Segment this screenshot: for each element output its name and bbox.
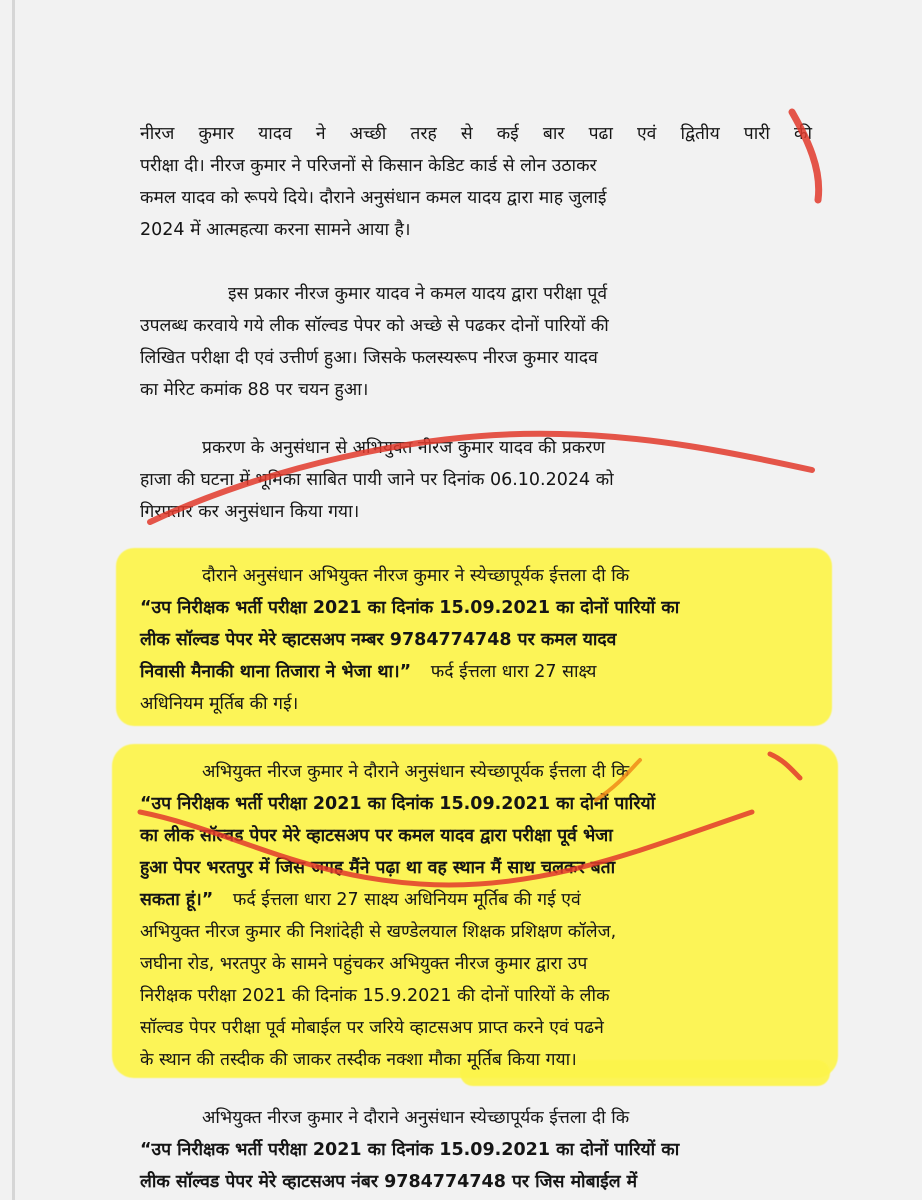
paragraph-line: सॉल्वड पेपर परीक्षा पूर्व मोबाईल पर जरिये व्हाटसअप प्राप्त करने एवं पढने xyxy=(140,1018,604,1038)
page-left-edge xyxy=(12,0,15,1200)
quoted-statement: निवासी मैनाकी थाना तिजारा ने भेजा था।” xyxy=(140,662,412,682)
paragraph-line: अधिनियम मूर्तिब की गई। xyxy=(140,694,299,714)
paragraph-line: परीक्षा दी। नीरज कुमार ने परिजनों से किसान केडिट कार्ड से लोन उठाकर xyxy=(140,156,597,176)
paragraph-line: दौराने अनुसंधान अभियुक्त नीरज कुमार ने स्येच्छापूर्यक ईत्तला दी कि xyxy=(202,566,630,586)
paragraph-line: कमल यादव को रूपये दिये। दौराने अनुसंधान कमल यादय द्वारा माह जुलाई xyxy=(140,188,607,208)
paragraph-4 xyxy=(140,560,812,720)
paragraph-line: प्रकरण के अनुसंधान से अभियुक्त नीरज कुमार यादव की प्रकरण xyxy=(202,438,606,458)
paragraph-line-mixed xyxy=(140,884,812,916)
paragraph-line-bold: “उप निरीक्षक भर्ती परीक्षा 2021 का दिनांक 15.09.2021 का दोनों पारियों का xyxy=(140,598,680,618)
paragraph-line-bold: “उप निरीक्षक भर्ती परीक्षा 2021 का दिनांक 15.09.2021 का दोनों पारियों का xyxy=(140,1140,680,1160)
paragraph-2 xyxy=(140,278,812,406)
paragraph-line: अभियुक्त नीरज कुमार ने दौराने अनुसंधान स्येच्छापूर्यक ईत्तला दी कि xyxy=(202,1108,630,1128)
paragraph-3 xyxy=(140,432,812,528)
paragraph-line: 2024 में आत्महत्या करना सामने आया है। xyxy=(140,220,411,240)
paragraph-line: हाजा की घटना में भूमिका साबित पायी जाने पर दिनांक 06.10.2024 को xyxy=(140,470,614,490)
paragraph-6 xyxy=(140,1102,812,1198)
paragraph-line-bold: हुआ पेपर भरतपुर में जिस जगह मैंने पढ़ा था वह स्थान मैं साथ चलकर बता xyxy=(140,858,616,878)
paragraph-line-bold: लीक सॉल्वड पेपर मेरे व्हाटसअप नंबर 9784774748 पर जिस मोबाईल में xyxy=(140,1172,638,1192)
paragraph-line: लिखित परीक्षा दी एवं उत्तीर्ण हुआ। जिसके फलस्यरूप नीरज कुमार यादव xyxy=(140,348,598,368)
paragraph-line: के स्थान की तस्दीक की जाकर तस्दीक नक्शा मौका मूर्तिब किया गया। xyxy=(140,1050,577,1070)
paragraph-line-bold: का लीक सॉल्वड पेपर मेरे व्हाटसअप पर कमल यादव द्वारा परीक्षा पूर्व भेजा xyxy=(140,826,613,846)
paragraph-line: का मेरिट कमांक 88 पर चयन हुआ। xyxy=(140,380,369,400)
quoted-statement: सकता हूं।” xyxy=(140,890,214,910)
paragraph-line: उपलब्ध करवाये गये लीक सॉल्वड पेपर को अच्छे से पढकर दोनों पारियों की xyxy=(140,316,609,336)
paragraph-line-bold: “उप निरीक्षक भर्ती परीक्षा 2021 का दिनांक 15.09.2021 का दोनों पारियों xyxy=(140,794,656,814)
paragraph-line: अभियुक्त नीरज कुमार ने दौराने अनुसंधान स्येच्छापूर्यक ईत्तला दी कि xyxy=(202,762,630,782)
paragraph-line: जघीना रोड, भरतपुर के सामने पहुंचकर अभियुक्त नीरज कुमार द्वारा उप xyxy=(140,954,588,974)
paragraph-1 xyxy=(140,118,812,246)
paragraph-line-bold: लीक सॉल्वड पेपर मेरे व्हाटसअप नम्बर 9784774748 पर कमल यादव xyxy=(140,630,617,650)
paragraph-line: इस प्रकार नीरज कुमार यादव ने कमल यादय द्वारा परीक्षा पूर्व xyxy=(228,284,608,304)
statement-note: फर्द ईत्तला धारा 27 साक्ष्य अधिनियम मूर्तिब की गई एवं xyxy=(232,890,581,910)
statement-note: फर्द ईत्तला धारा 27 साक्ष्य xyxy=(430,662,597,682)
paragraph-5 xyxy=(140,756,812,1076)
paragraph-line: निरीक्षक परीक्षा 2021 की दिनांक 15.9.2021 की दोनों पारियों के लीक xyxy=(140,986,610,1006)
paragraph-line: अभियुक्त नीरज कुमार की निशांदेही से खण्डेलयाल शिक्षक प्रशिक्षण कॉलेज, xyxy=(140,922,617,942)
paragraph-line: गिरफ्तार कर अनुसंधान किया गया। xyxy=(140,502,360,522)
paragraph-line-mixed xyxy=(140,656,812,688)
paragraph-line: नीरज कुमार यादव ने अच्छी तरह से कई बार पढा एवं द्वितीय पारी की xyxy=(140,124,812,144)
